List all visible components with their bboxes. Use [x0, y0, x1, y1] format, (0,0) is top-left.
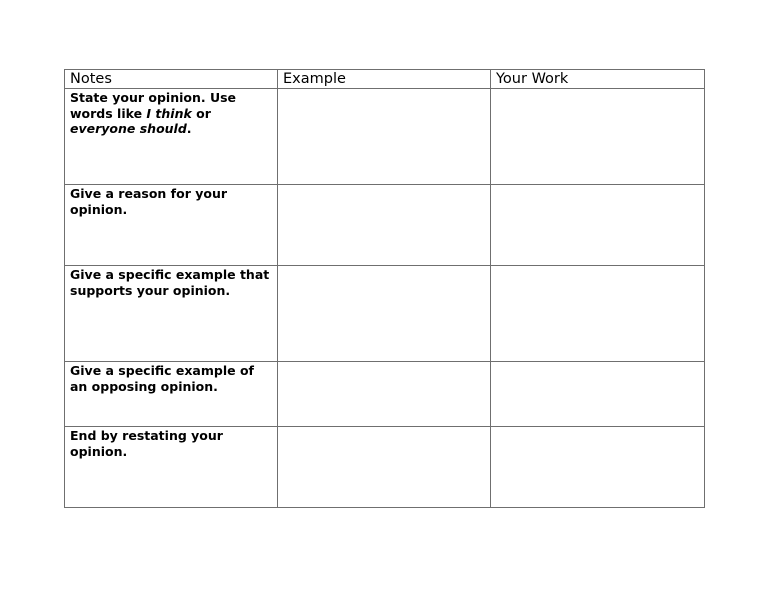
example-cell[interactable]	[278, 362, 491, 427]
your-work-cell[interactable]	[491, 427, 705, 508]
table-row	[65, 427, 705, 508]
header-your-work: Your Work	[491, 70, 705, 89]
note-emphasis: everyone should	[70, 121, 187, 136]
header-example: Example	[278, 70, 491, 89]
table-row	[65, 89, 705, 185]
opinion-worksheet-table	[64, 69, 705, 508]
table-row	[65, 266, 705, 362]
note-cell: Give a specific example of an opposing opinion.	[65, 362, 278, 427]
table-row	[65, 362, 705, 427]
note-cell: Give a specific example that supports your opinion.	[65, 266, 278, 362]
example-cell[interactable]	[278, 266, 491, 362]
header-notes: Notes	[65, 70, 278, 89]
example-cell[interactable]	[278, 185, 491, 266]
note-text: or	[191, 105, 211, 121]
note-text: State your opinion. Use words like	[70, 90, 237, 121]
example-cell[interactable]	[278, 89, 491, 185]
your-work-cell[interactable]	[491, 266, 705, 362]
note-emphasis: I think	[146, 105, 192, 121]
your-work-cell[interactable]	[491, 362, 705, 427]
example-cell[interactable]	[278, 427, 491, 508]
your-work-cell[interactable]	[491, 185, 705, 266]
note-text: .	[186, 121, 192, 136]
your-work-cell[interactable]	[491, 89, 705, 185]
header-row	[65, 70, 705, 89]
table-row	[65, 185, 705, 266]
note-cell	[65, 89, 278, 185]
note-cell: End by restating your opinion.	[65, 427, 278, 508]
note-cell: Give a reason for your opinion.	[65, 185, 278, 266]
